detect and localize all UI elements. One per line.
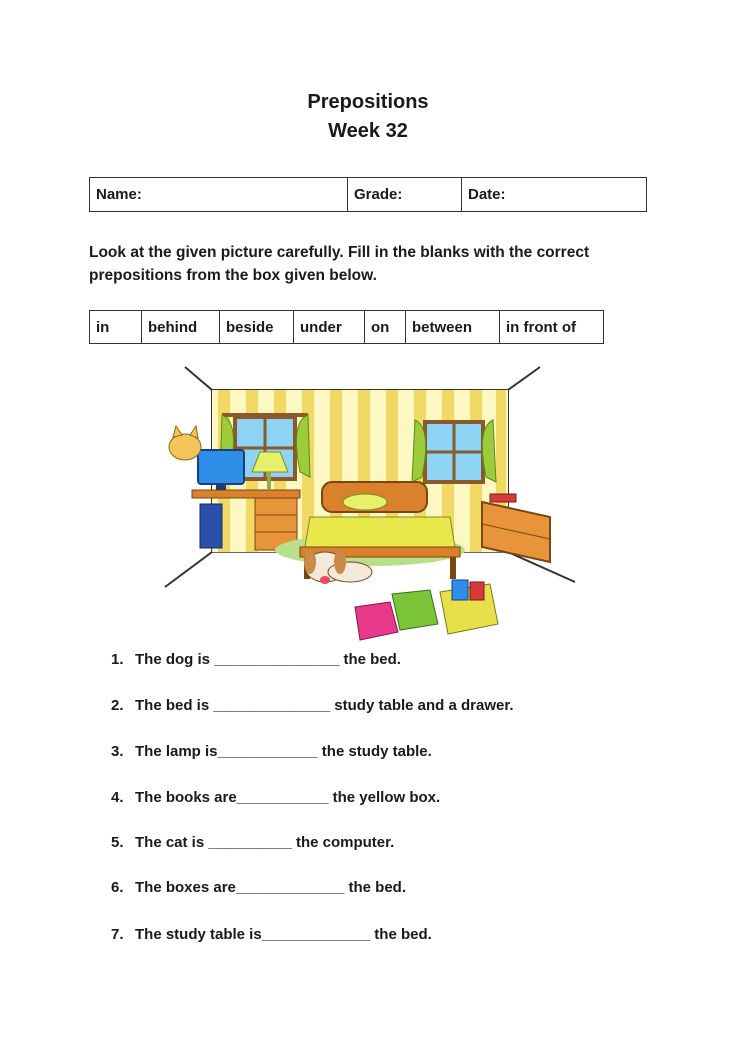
- question-number: 2.: [111, 697, 124, 714]
- word-box-item: in front of: [500, 311, 604, 344]
- word-box: [89, 310, 604, 344]
- question-number: 1.: [111, 651, 124, 668]
- word-box-item: between: [406, 311, 500, 344]
- question-number: 3.: [111, 743, 124, 760]
- word-box-item: on: [365, 311, 406, 344]
- name-field[interactable]: Name:: [90, 178, 348, 212]
- question-item[interactable]: [111, 879, 406, 896]
- question-number: 5.: [111, 834, 124, 851]
- question-number: 6.: [111, 879, 124, 896]
- instructions: Look at the given picture carefully. Fill in the blanks with the correct prepositions from the box given below.: [89, 244, 590, 284]
- word-box-item: beside: [220, 311, 294, 344]
- question-number: 4.: [111, 789, 124, 806]
- student-info-table: [89, 177, 647, 212]
- question-item[interactable]: [111, 743, 432, 760]
- question-text: The books are___________ the yellow box.: [135, 789, 441, 806]
- word-box-item: behind: [142, 311, 220, 344]
- question-text: The lamp is____________ the study table.: [135, 743, 432, 760]
- question-text: The cat is __________ the computer.: [135, 834, 395, 851]
- bedroom-illustration: [160, 362, 580, 652]
- question-item[interactable]: [111, 834, 394, 851]
- question-item[interactable]: [111, 697, 514, 714]
- question-number: 7.: [111, 926, 124, 943]
- question-text: The dog is _______________ the bed.: [135, 651, 401, 668]
- word-box-item: under: [294, 311, 365, 344]
- page-subtitle: Week 32: [328, 120, 408, 142]
- page-title: Prepositions: [307, 91, 429, 113]
- question-item[interactable]: [111, 651, 401, 668]
- question-text: The bed is ______________ study table and a drawer.: [135, 697, 514, 714]
- question-text: The study table is_____________ the bed.: [135, 926, 432, 943]
- question-text: The boxes are_____________ the bed.: [135, 879, 406, 896]
- question-item[interactable]: [111, 789, 440, 806]
- question-item[interactable]: [111, 926, 432, 943]
- date-field[interactable]: Date:: [462, 178, 647, 212]
- grade-field[interactable]: Grade:: [348, 178, 462, 212]
- word-box-item: in: [90, 311, 142, 344]
